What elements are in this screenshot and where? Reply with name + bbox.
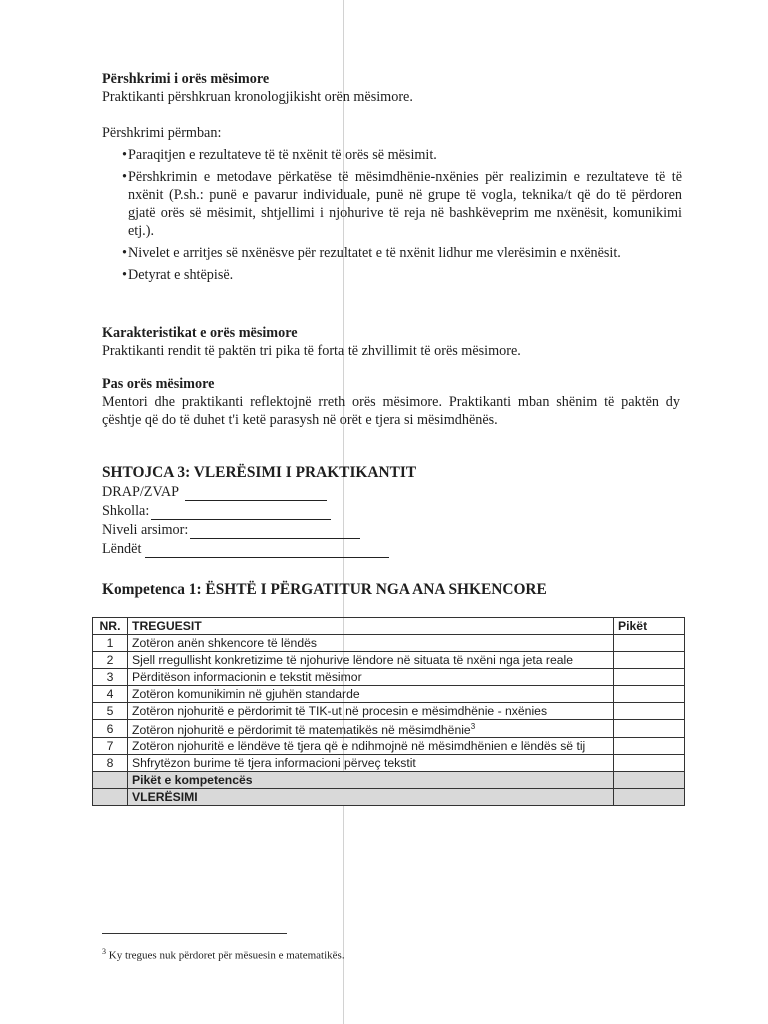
grade-row xyxy=(93,789,685,806)
field-label: Lëndët xyxy=(102,541,142,557)
level-blank-line[interactable] xyxy=(190,523,360,539)
points-cell[interactable] xyxy=(614,669,685,686)
school-field xyxy=(102,501,682,520)
row-number: 7 xyxy=(93,738,128,755)
list-item: • Nivelet e arritjes së nxënësve për rezultatet e të nxënit lidhur me vlerësimin e nxënësit. xyxy=(122,245,621,261)
section-heading: Përshkrimi i orës mësimore xyxy=(102,71,270,87)
points-cell[interactable] xyxy=(614,652,685,669)
empty-cell xyxy=(93,772,128,789)
indicator-text: Sjell rregullisht konkretizime të njohurive lëndore në situata të nxëni nga jeta reale xyxy=(128,652,614,669)
column-header-points: Pikët xyxy=(614,618,685,635)
indicator-text: Zotëron njohuritë e përdorimit të matematikës në mësimdhënie$^3$ xyxy=(128,720,614,738)
table-row xyxy=(93,652,685,669)
footnote-mark: 3 xyxy=(102,947,106,956)
competence-section xyxy=(102,580,702,599)
lesson-characteristics-section xyxy=(102,324,682,360)
list-item: • Përshkrimin e metodave përkatëse të mësimdhënie-nxënies për realizimin e rezultateve të të nxënit (P.sh.: punë e pavarur individuale, punë në grupe të vogla, teknika/t që do të përdoren gjatë orës së mësimit, shtjellimi i njohurive të reja në bashkëveprim me nxënësit, komunikimi etj.). xyxy=(122,169,682,239)
table-row xyxy=(93,669,685,686)
contains-label: Përshkrimi përmban: xyxy=(102,125,222,141)
points-cell[interactable] xyxy=(614,686,685,703)
indicator-text: Përditëson informacionin e tekstit mësimor xyxy=(128,669,614,686)
row-number: 5 xyxy=(93,703,128,720)
section-heading: Karakteristikat e orës mësimore xyxy=(102,325,298,341)
row-number: 1 xyxy=(93,635,128,652)
field-label: DRAP/ZVAP xyxy=(102,484,180,500)
row-number: 6 xyxy=(93,720,128,738)
level-field xyxy=(102,520,682,539)
section-text: Mentori dhe praktikanti reflektojnë rreth orës mësimore. Praktikanti mban shënim të paktën dy çështje që do të duhet t'i ketë parasysh në orët e tjera si mësimdhënës. xyxy=(102,394,680,428)
after-lesson-section xyxy=(102,375,680,429)
field-label: Shkolla: xyxy=(102,503,150,519)
table-row xyxy=(93,738,685,755)
bullet-icon: • xyxy=(122,169,127,185)
subjects-field xyxy=(102,539,682,558)
drap-blank-line[interactable] xyxy=(185,485,327,501)
row-number: 4 xyxy=(93,686,128,703)
indicator-text: Shfrytëzon burime të tjera informacioni përveç tekstit xyxy=(128,755,614,772)
table-header-row xyxy=(93,618,685,635)
points-cell[interactable] xyxy=(614,720,685,738)
bullet-icon: • xyxy=(122,147,127,163)
bullet-icon: • xyxy=(122,245,127,261)
total-label: Pikët e kompetencës xyxy=(128,772,614,789)
footnote-separator xyxy=(102,933,287,934)
points-cell[interactable] xyxy=(614,738,685,755)
drap-field xyxy=(102,482,682,501)
column-header-nr: NR. xyxy=(93,618,128,635)
list-item: • Paraqitjen e rezultateve të të nxënit të orës së mësimit. xyxy=(122,147,437,163)
contents-list xyxy=(102,146,682,284)
row-number: 8 xyxy=(93,755,128,772)
subjects-blank-line[interactable] xyxy=(145,542,389,558)
indicator-text: Zotëron njohuritë e përdorimit të TIK-ut në procesin e mësimdhënie - nxënies xyxy=(128,703,614,720)
evaluation-table xyxy=(92,617,685,806)
grade-cell[interactable] xyxy=(614,789,685,806)
table-row xyxy=(93,755,685,772)
table-row xyxy=(93,720,685,738)
appendix-section xyxy=(102,463,682,558)
grade-label: VLERËSIMI xyxy=(128,789,614,806)
footnote-reference: 3 xyxy=(470,722,476,731)
points-cell[interactable] xyxy=(614,755,685,772)
row-number: 2 xyxy=(93,652,128,669)
bullet-icon: • xyxy=(122,267,127,283)
footnote xyxy=(102,945,345,963)
column-header-indicators: TREGUESIT xyxy=(128,618,614,635)
points-cell[interactable] xyxy=(614,703,685,720)
indicator-text: Zotëron anën shkencore të lëndës xyxy=(128,635,614,652)
row-number: 3 xyxy=(93,669,128,686)
lesson-description-section xyxy=(102,70,682,288)
field-label: Niveli arsimor: xyxy=(102,522,189,538)
indicator-text: Zotëron komunikimin në gjuhën standarde xyxy=(128,686,614,703)
table-row xyxy=(93,703,685,720)
appendix-title: SHTOJCA 3: VLERËSIMI I PRAKTIKANTIT xyxy=(102,464,417,481)
list-item: • Detyrat e shtëpisë. xyxy=(122,267,234,283)
empty-cell xyxy=(93,789,128,806)
section-text: Praktikanti rendit të paktën tri pika të forta të zhvillimit të orës mësimore. xyxy=(102,343,521,359)
footnote-text: Ky tregues nuk përdoret për mësuesin e matematikës. xyxy=(106,949,345,962)
table-row xyxy=(93,635,685,652)
indicator-text: Zotëron njohuritë e lëndëve të tjera që e ndihmojnë në mësimdhënien e lëndës së tij xyxy=(128,738,614,755)
competence-title: Kompetenca 1: ËSHTË I PËRGATITUR NGA ANA SHKENCORE xyxy=(102,581,547,598)
table-row xyxy=(93,686,685,703)
total-points-cell[interactable] xyxy=(614,772,685,789)
school-blank-line[interactable] xyxy=(151,504,331,520)
section-text: Praktikanti përshkruan kronologjikisht orën mësimore. xyxy=(102,89,413,105)
total-row xyxy=(93,772,685,789)
points-cell[interactable] xyxy=(614,635,685,652)
section-heading: Pas orës mësimore xyxy=(102,376,215,392)
